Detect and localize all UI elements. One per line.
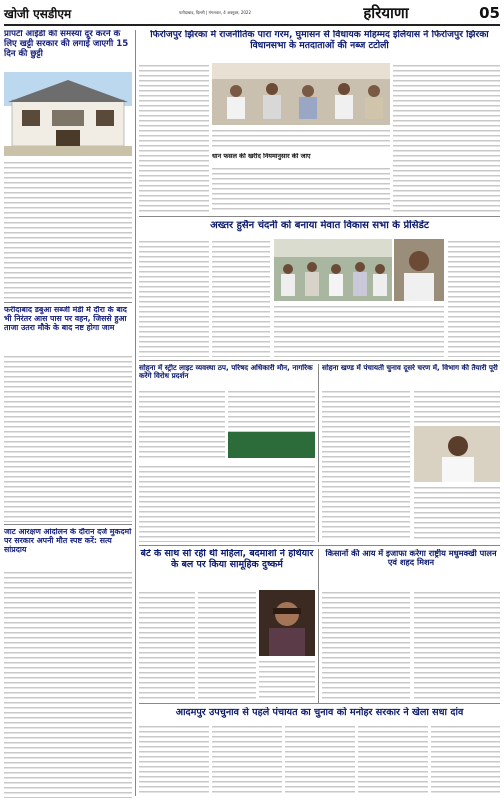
farmers-headline-box [322,549,500,587]
portrait-photo-2 [414,426,500,482]
meeting-photo [212,63,390,125]
left-story-3-headline-box [4,528,132,568]
sohna-1-headline-box [139,364,315,386]
house-illustration [4,72,132,156]
left-story-1-headline-box [4,30,132,70]
main-story-col-1 [139,63,209,213]
left-story-3-body [4,570,132,798]
streetlight-photo [228,432,315,458]
column-divider [135,30,136,796]
chandni-story-col-2 [212,239,270,357]
house-photo [4,72,132,156]
sohna-2-headline-box [322,364,500,386]
main-headline-box [139,30,500,60]
date-line: फरीदाबाद, दिल्ली | मंगलवार, 4 अक्टूबर, 2022 [178,10,251,15]
crime-headline: बेटे के साथ सो रही थी महिला, बदमाशों ने हथियार के बल पर किया सामूहिक दुष्कर्म [140,549,314,570]
bottom-col-1 [139,724,209,796]
chandni-headline-box [139,220,500,236]
main-subheadline-box [212,153,390,163]
farmers-col-2 [414,590,500,700]
crime-photo [259,590,315,656]
masthead [4,2,500,26]
bottom-col-3 [285,724,355,796]
column-divider [318,364,319,542]
bottom-headline-box [139,707,500,721]
left-story-1-body [4,160,132,300]
divider [4,524,132,525]
gathering-photo [274,239,392,301]
main-subheadline: धान फसल की खरीद नियमानुसार की जाए [212,153,311,160]
sohna-1-headline: सोहना में स्ट्रीट लाइट व्यवस्था ठप, परिषद अधिकारी मौन, नागरिक करेंगे विरोध प्रदर्शन [139,364,313,381]
farmers-headline: किसानों की आय में इजाफा करेगा राष्ट्रीय मधुमक्खी पालन एवं शहद मिशन [325,549,497,568]
sohna-1-col-1 [139,389,225,461]
column-divider [318,549,319,703]
crime-col-2 [198,590,256,700]
bottom-col-2 [212,724,282,796]
farmers-col-1 [322,590,410,700]
left-story-2-body [4,354,132,522]
chandni-story-col-4 [448,239,500,357]
divider [139,545,500,546]
sohna-2-headline: सोहना खण्ड में पंचायती चुनाव दूसरे चरण में, विभाग की तैयारी पूरी [322,364,498,372]
main-story-col-2 [212,166,390,213]
divider [139,216,500,217]
sohna-2-col-2 [414,389,500,423]
section-title: हरियाणा [363,4,409,22]
divider [4,302,132,303]
crime-headline-box [139,549,315,587]
left-story-2-headline-box [4,306,132,352]
sohna-2-col-3 [414,485,500,539]
divider [139,360,500,361]
portrait-photo-1 [394,239,444,301]
left-story-3-headline: जाट आरक्षण आंदोलन के दौरान दर्ज मुकदमों पर सरकार अपनी मौत स्पष्ट करें: सत्य सांप्रदाय [4,528,132,554]
sohna-2-col-1 [322,389,410,539]
bottom-col-4 [358,724,428,796]
page-body [4,30,500,798]
crime-col-1 [139,590,195,700]
page-number: 05 [479,4,500,22]
main-story-caption [212,128,390,150]
chandni-story-col-1 [139,239,209,357]
main-story-col-3 [393,63,500,213]
crime-col-3 [259,659,315,700]
bottom-headline: आदमपुर उपचुनाव से पहले पंचायत का चुनाव को मनोहर सरकार ने खेला सधा दांव [175,707,464,718]
bottom-col-5 [431,724,500,796]
left-story-1-headline: प्रापर्टी आईडी की समस्या दूर करने के लिए खट्टी सरकार की लगाई जाएगी 15 दिन की छुट्टी [4,30,129,59]
sohna-1-col-3 [139,464,315,542]
left-story-2-headline: फरीदाबाद डबुआ सब्जी मंडी में दौरा के बाद भी निरंतर आस पास पर वहन, जिससे हुआ ताजा उतरा मौके के बाद नष्ट होगा जाम [4,306,127,332]
divider [139,703,500,704]
main-headline: फिरोजपुर झिरका में राजनीतिक पारा गरम, घुमासन से विधायक मोहम्मद इलियास ने फिरोजपुर झिरका विधानसभा के मतदाताओं की नब्ज टटोली [150,30,489,51]
newspaper-name: खोजी एसडीएम [4,6,72,21]
chandni-headline: अख्तर हुसैन चंदनी को बनाया मेवात विकास सभा के प्रेसिडेंट [210,220,429,231]
chandni-story-col-3 [274,304,444,357]
